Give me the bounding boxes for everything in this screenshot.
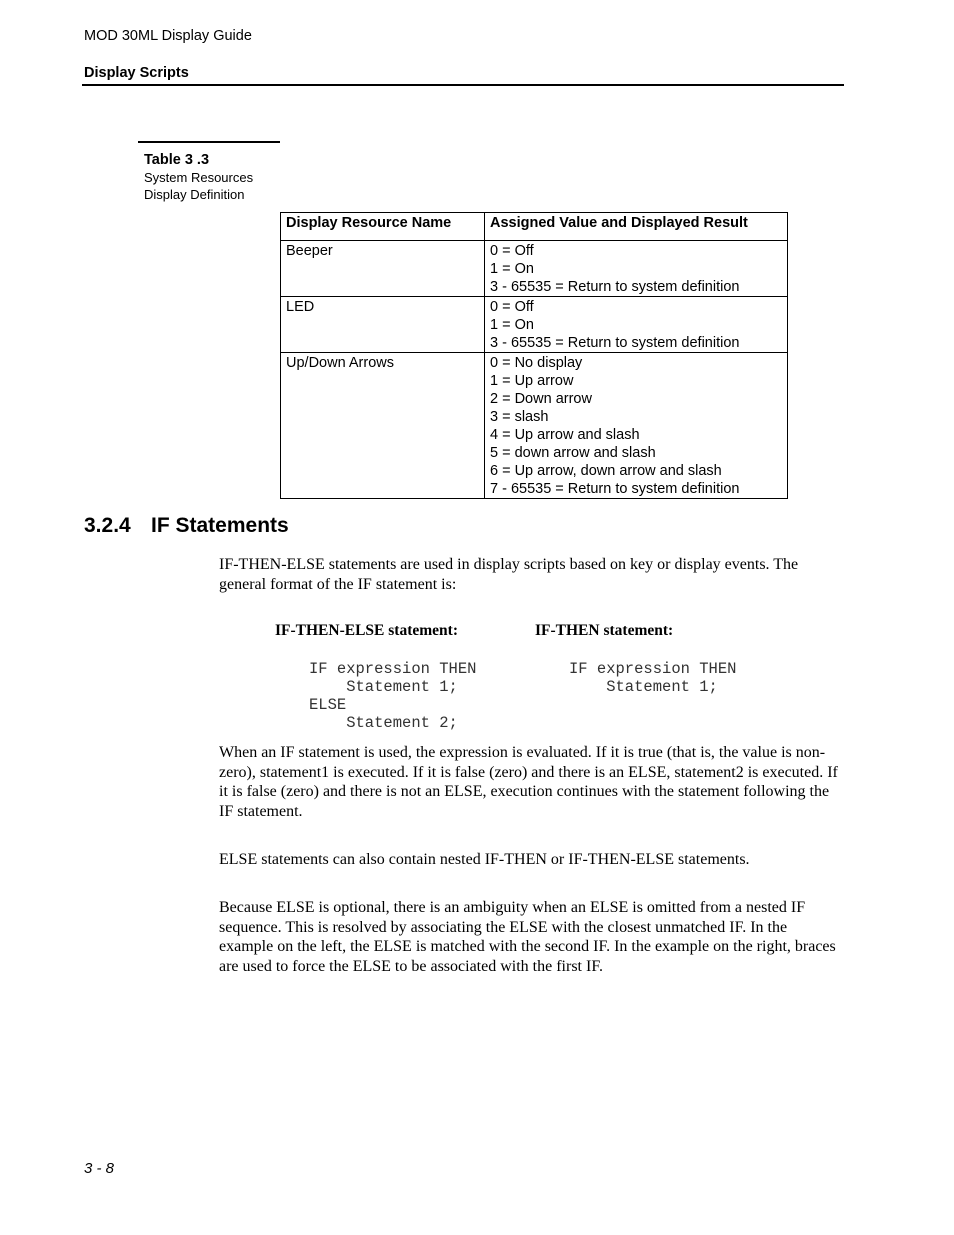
table-caption-line: Display Definition: [144, 187, 245, 202]
caption-divider: [138, 141, 280, 143]
if-then-code: IF expression THEN Statement 1;: [569, 660, 737, 696]
table-header-row: [281, 213, 788, 241]
table-row: [281, 353, 788, 499]
document-title: MOD 30ML Display Guide: [84, 28, 252, 44]
column-header: Display Resource Name: [281, 213, 485, 241]
resource-values: [485, 241, 788, 297]
value-line: 3 = slash: [490, 409, 549, 425]
value-line: 1 = On: [490, 317, 534, 333]
section-number: 3.2.4: [84, 514, 131, 537]
if-then-else-label: IF-THEN-ELSE statement:: [275, 622, 458, 639]
section-heading: [84, 514, 289, 538]
table-caption: [144, 152, 253, 203]
resource-table: [280, 212, 788, 499]
body-paragraph: ELSE statements can also contain nested IF-THEN or IF-THEN-ELSE statements.: [219, 851, 750, 868]
value-line: 7 - 65535 = Return to system definition: [490, 481, 740, 497]
table-row: [281, 241, 788, 297]
resource-values: [485, 353, 788, 499]
table-number: Table 3 .3: [144, 152, 210, 168]
header-divider: [82, 84, 844, 86]
running-section-label: Display Scripts: [84, 65, 189, 81]
table-caption-line: System Resources: [144, 170, 254, 185]
section-title: IF Statements: [151, 514, 289, 537]
value-line: 0 = No display: [490, 355, 583, 371]
body-paragraph: IF-THEN-ELSE statements are used in display scripts based on key or display events. The general format of the IF statement is:: [219, 556, 799, 593]
value-line: 0 = Off: [490, 243, 534, 259]
value-line: 1 = Up arrow: [490, 373, 574, 389]
value-line: 2 = Down arrow: [490, 391, 592, 407]
value-line: 5 = down arrow and slash: [490, 445, 656, 461]
value-line: 6 = Up arrow, down arrow and slash: [490, 463, 722, 479]
value-line: 0 = Off: [490, 299, 534, 315]
resource-values: [485, 297, 788, 353]
value-line: 3 - 65535 = Return to system definition: [490, 279, 740, 295]
body-paragraph: Because ELSE is optional, there is an ambiguity when an ELSE is omitted from a nested IF sequence. This is resolved by associating the ELSE with the closest unmatched IF. In the example on the left, the ELSE is matched with the second IF. In the example on the right, braces are used to force the ELSE to be associated with the first IF.: [219, 899, 836, 975]
value-line: 1 = On: [490, 261, 534, 277]
value-line: 3 - 65535 = Return to system definition: [490, 335, 740, 351]
table-row: [281, 297, 788, 353]
column-header: Assigned Value and Displayed Result: [485, 213, 788, 241]
resource-name: Beeper: [281, 241, 485, 297]
page-number: 3 - 8: [84, 1160, 115, 1177]
if-then-label: IF-THEN statement:: [535, 622, 674, 639]
resource-name: Up/Down Arrows: [281, 353, 485, 499]
value-line: 4 = Up arrow and slash: [490, 427, 640, 443]
resource-name: LED: [281, 297, 485, 353]
if-then-else-code: IF expression THEN Statement 1; ELSE Statement 2;: [309, 660, 477, 732]
body-paragraph: When an IF statement is used, the expression is evaluated. If it is true (that is, the value is non-zero), statement1 is executed. If it is false (zero) and there is an ELSE, statement2 is executed. If it is false (zero) and there is not an ELSE, execution continues with the statement following the IF statement.: [219, 744, 838, 820]
